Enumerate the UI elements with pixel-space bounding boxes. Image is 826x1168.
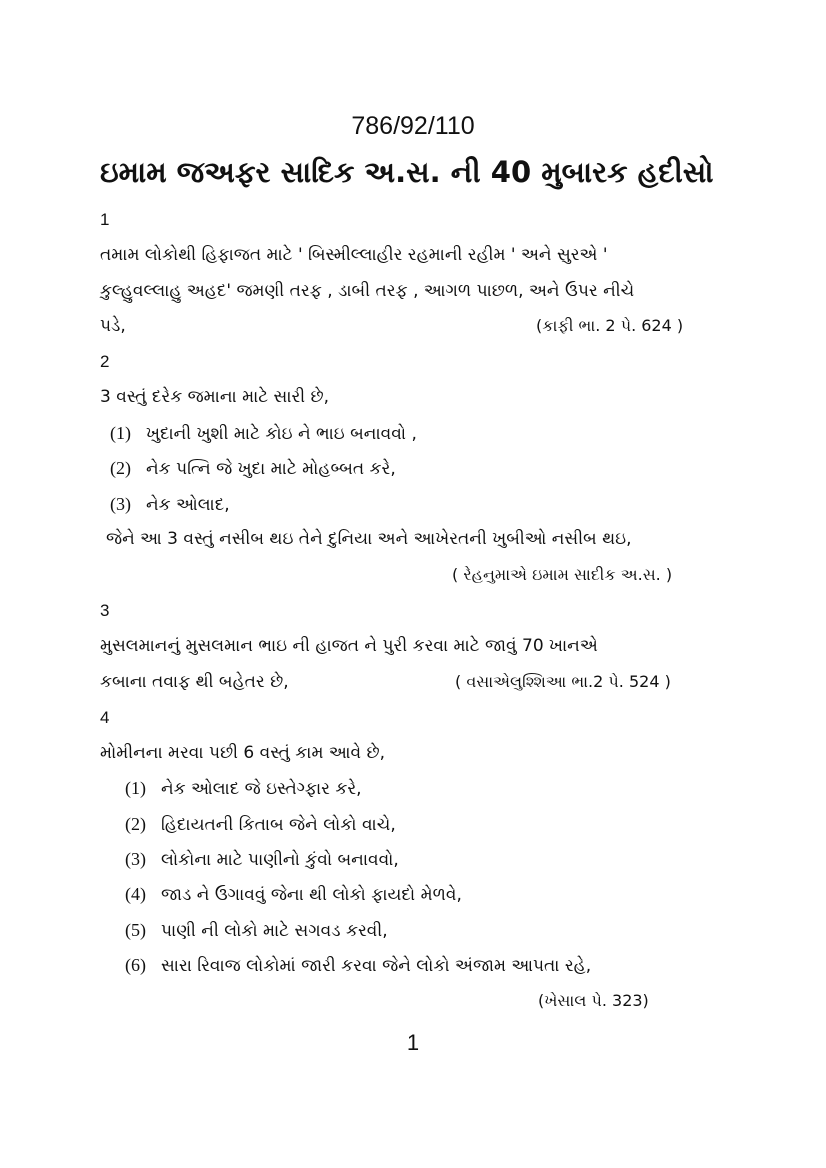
hadith-4-source: (ખેસાલ પે. 323) bbox=[538, 991, 649, 1010]
hadith-2-closing: જેને આ 3 વસ્તું નસીબ થઇ તેને દુનિયા અને આખેરતની ખુબીઓ નસીબ થઇ, bbox=[106, 529, 632, 549]
hadith-number-2: 2 bbox=[100, 352, 110, 371]
list-text: નેક ઓલાદ જે ઇસ્તેગ્ફાર કરે, bbox=[161, 779, 362, 799]
list-marker: (6) bbox=[125, 955, 146, 975]
list-marker: (5) bbox=[125, 920, 146, 940]
hadith-2-intro: 3 વસ્તું દરેક જમાના માટે સારી છે, bbox=[100, 387, 330, 407]
hadith-1-source: (કાફી ભા. 2 પે. 624 ) bbox=[536, 316, 684, 335]
list-text: હિદાયતની કિતાબ જેને લોકો વાચે, bbox=[161, 815, 396, 835]
list-text: સારા રિવાજ લોકોમાં જારી કરવા જેને લોકો અંજામ આપતા રહે, bbox=[161, 956, 592, 976]
hadith-1-line-2: કુલ્હુવલ્લાહુ અહદ' જમણી તરફ , ડાબી તરફ , આગળ પાછળ, અને ઉપર નીચે bbox=[100, 281, 635, 301]
list-item bbox=[125, 776, 362, 801]
list-marker: (3) bbox=[125, 849, 146, 869]
list-text: નેક ઓલાદ, bbox=[146, 495, 230, 515]
list-item bbox=[110, 456, 396, 481]
hadith-3-line-1: મુસલમાનનું મુસલમાન ભાઇ ની હાજત ને પુરી કરવા માટે જાવું 70 ખાનએ bbox=[100, 636, 598, 656]
list-item bbox=[110, 492, 230, 517]
page-title: ઇમામ જઅફર સાદિક અ.સ. ની 40 મુબારક હદીસો bbox=[100, 155, 714, 189]
hadith-3-line-2: કબાના તવાફ થી બહેતર છે, bbox=[100, 672, 289, 692]
page-number: 1 bbox=[406, 1030, 420, 1055]
list-marker: (4) bbox=[125, 884, 146, 904]
list-text: નેક પત્નિ જે ખુદા માટે મોહબ્બત કરે, bbox=[146, 459, 396, 479]
list-marker: (3) bbox=[110, 494, 131, 514]
hadith-1-line-3: પડે, bbox=[100, 316, 126, 336]
list-item bbox=[125, 812, 396, 837]
list-marker: (1) bbox=[125, 778, 146, 798]
hadith-4-intro: મોમીનના મરવા પછી 6 વસ્તું કામ આવે છે, bbox=[100, 743, 386, 763]
list-text: જાડ ને ઉગાવવું જેના થી લોકો ફાયદો મેળવે, bbox=[161, 885, 462, 905]
hadith-1-line-1: તમામ લોકોથી હિફાજત માટે ' બિસ્મીલ્લાહીર રહમાની રહીમ ' અને સુરએ ' bbox=[100, 245, 608, 265]
list-item bbox=[125, 847, 399, 872]
reference-number: 786/92/110 bbox=[351, 112, 475, 140]
list-marker: (2) bbox=[110, 458, 131, 478]
list-text: ખુદાની ખુશી માટે કોઇ ને ભાઇ બનાવવો , bbox=[146, 424, 417, 444]
hadith-2-source: ( રેહનુમાએ ઇમામ સાદીક અ.સ. ) bbox=[452, 565, 673, 584]
list-text: પાણી ની લોકો માટે સગવડ કરવી, bbox=[161, 921, 388, 941]
list-item bbox=[125, 953, 591, 978]
list-item bbox=[125, 882, 462, 907]
list-item bbox=[125, 918, 388, 943]
list-marker: (1) bbox=[110, 423, 131, 443]
hadith-number-4: 4 bbox=[100, 708, 110, 727]
hadith-3-source: ( વસાએલુશ્શિઆ ભા.2 પે. 524 ) bbox=[455, 672, 671, 691]
list-item bbox=[110, 421, 417, 446]
list-marker: (2) bbox=[125, 814, 146, 834]
list-text: લોકોના માટે પાણીનો કુંવો બનાવવો, bbox=[161, 850, 399, 870]
hadith-number-3: 3 bbox=[100, 601, 110, 620]
hadith-number-1: 1 bbox=[100, 210, 110, 229]
